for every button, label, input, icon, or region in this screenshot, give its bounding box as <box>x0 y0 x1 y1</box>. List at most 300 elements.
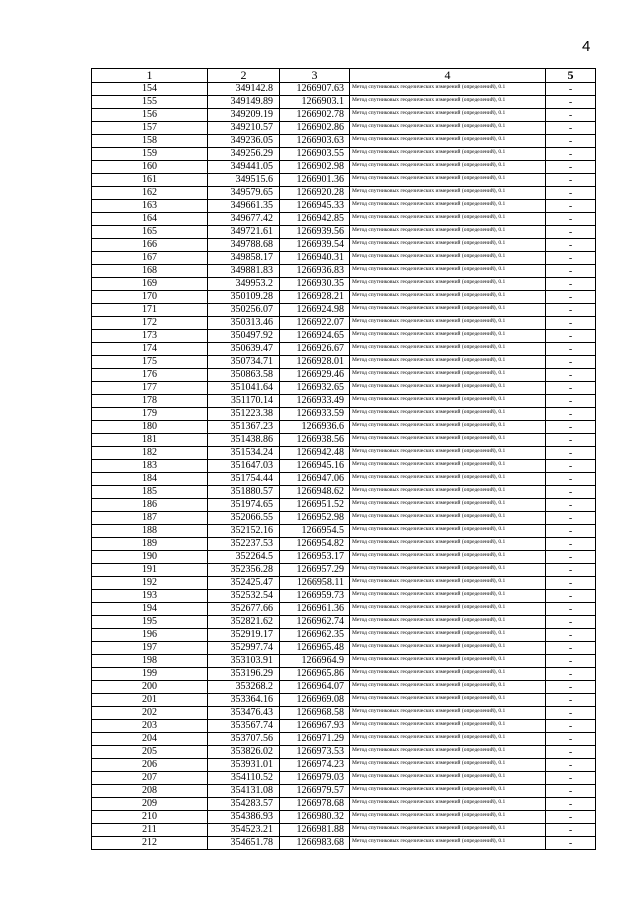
header-point-number: 1 <box>92 69 208 83</box>
table-row <box>92 421 596 434</box>
y-coordinate-cell: 1266936.6 <box>280 421 350 434</box>
x-coordinate-cell: 351223.38 <box>208 408 280 421</box>
method-cell: Метод спутниковых геодезических измерений (определений), 0.1 <box>350 109 546 122</box>
table-row <box>92 356 596 369</box>
x-coordinate-cell: 350734.71 <box>208 356 280 369</box>
point-number-cell: 162 <box>92 187 208 200</box>
method-cell: Метод спутниковых геодезических измерений (определений), 0.1 <box>350 707 546 720</box>
method-cell: Метод спутниковых геодезических измерений (определений), 0.1 <box>350 746 546 759</box>
precision-cell: - <box>546 525 596 538</box>
table-row <box>92 395 596 408</box>
x-coordinate-cell: 352237.53 <box>208 538 280 551</box>
precision-cell: - <box>546 174 596 187</box>
precision-cell: - <box>546 512 596 525</box>
x-coordinate-cell: 350639.47 <box>208 343 280 356</box>
y-coordinate-cell: 1266938.56 <box>280 434 350 447</box>
table-row <box>92 83 596 96</box>
x-coordinate-cell: 352066.55 <box>208 512 280 525</box>
method-cell: Метод спутниковых геодезических измерений (определений), 0.1 <box>350 434 546 447</box>
point-number-cell: 201 <box>92 694 208 707</box>
x-coordinate-cell: 353931.01 <box>208 759 280 772</box>
table-row <box>92 486 596 499</box>
y-coordinate-cell: 1266974.23 <box>280 759 350 772</box>
table-row <box>92 798 596 811</box>
x-coordinate-cell: 352356.28 <box>208 564 280 577</box>
point-number-cell: 173 <box>92 330 208 343</box>
point-number-cell: 166 <box>92 239 208 252</box>
y-coordinate-cell: 1266901.36 <box>280 174 350 187</box>
precision-cell: - <box>546 434 596 447</box>
point-number-cell: 210 <box>92 811 208 824</box>
y-coordinate-cell: 1266939.54 <box>280 239 350 252</box>
x-coordinate-cell: 349209.19 <box>208 109 280 122</box>
precision-cell: - <box>546 447 596 460</box>
point-number-cell: 164 <box>92 213 208 226</box>
x-coordinate-cell: 351880.57 <box>208 486 280 499</box>
method-cell: Метод спутниковых геодезических измерений (определений), 0.1 <box>350 733 546 746</box>
x-coordinate-cell: 350497.92 <box>208 330 280 343</box>
method-cell: Метод спутниковых геодезических измерений (определений), 0.1 <box>350 811 546 824</box>
x-coordinate-cell: 353196.29 <box>208 668 280 681</box>
point-number-cell: 187 <box>92 512 208 525</box>
method-cell: Метод спутниковых геодезических измерений (определений), 0.1 <box>350 785 546 798</box>
method-cell: Метод спутниковых геодезических измерений (определений), 0.1 <box>350 317 546 330</box>
y-coordinate-cell: 1266903.63 <box>280 135 350 148</box>
method-cell: Метод спутниковых геодезических измерений (определений), 0.1 <box>350 512 546 525</box>
x-coordinate-cell: 349149.89 <box>208 96 280 109</box>
point-number-cell: 179 <box>92 408 208 421</box>
method-cell: Метод спутниковых геодезических измерений (определений), 0.1 <box>350 577 546 590</box>
point-number-cell: 204 <box>92 733 208 746</box>
x-coordinate-cell: 353364.16 <box>208 694 280 707</box>
precision-cell: - <box>546 421 596 434</box>
x-coordinate-cell: 349256.29 <box>208 148 280 161</box>
table-row <box>92 213 596 226</box>
x-coordinate-cell: 349142.8 <box>208 83 280 96</box>
y-coordinate-cell: 1266967.93 <box>280 720 350 733</box>
method-cell: Метод спутниковых геодезических измерений (определений), 0.1 <box>350 720 546 733</box>
y-coordinate-cell: 1266902.78 <box>280 109 350 122</box>
method-cell: Метод спутниковых геодезических измерений (определений), 0.1 <box>350 837 546 850</box>
table-row <box>92 564 596 577</box>
y-coordinate-cell: 1266930.35 <box>280 278 350 291</box>
table-row <box>92 837 596 850</box>
x-coordinate-cell: 352152.16 <box>208 525 280 538</box>
table-row <box>92 603 596 616</box>
point-number-cell: 154 <box>92 83 208 96</box>
method-cell: Метод спутниковых геодезических измерений (определений), 0.1 <box>350 200 546 213</box>
method-cell: Метод спутниковых геодезических измерений (определений), 0.1 <box>350 174 546 187</box>
y-coordinate-cell: 1266954.5 <box>280 525 350 538</box>
precision-cell: - <box>546 330 596 343</box>
table-row <box>92 720 596 733</box>
precision-cell: - <box>546 226 596 239</box>
method-cell: Метод спутниковых геодезических измерений (определений), 0.1 <box>350 655 546 668</box>
point-number-cell: 159 <box>92 148 208 161</box>
x-coordinate-cell: 352919.17 <box>208 629 280 642</box>
precision-cell: - <box>546 759 596 772</box>
point-number-cell: 172 <box>92 317 208 330</box>
point-number-cell: 175 <box>92 356 208 369</box>
table-row <box>92 681 596 694</box>
precision-cell: - <box>546 109 596 122</box>
x-coordinate-cell: 354651.78 <box>208 837 280 850</box>
header-precision: 5 <box>546 69 596 83</box>
table-row <box>92 577 596 590</box>
method-cell: Метод спутниковых геодезических измерений (определений), 0.1 <box>350 408 546 421</box>
point-number-cell: 212 <box>92 837 208 850</box>
precision-cell: - <box>546 382 596 395</box>
table-body <box>92 83 596 850</box>
x-coordinate-cell: 353826.02 <box>208 746 280 759</box>
y-coordinate-cell: 1266964.9 <box>280 655 350 668</box>
point-number-cell: 186 <box>92 499 208 512</box>
x-coordinate-cell: 349210.57 <box>208 122 280 135</box>
x-coordinate-cell: 349788.68 <box>208 239 280 252</box>
y-coordinate-cell: 1266924.98 <box>280 304 350 317</box>
table-row <box>92 343 596 356</box>
x-coordinate-cell: 350256.07 <box>208 304 280 317</box>
table-row <box>92 499 596 512</box>
point-number-cell: 168 <box>92 265 208 278</box>
y-coordinate-cell: 1266968.58 <box>280 707 350 720</box>
point-number-cell: 180 <box>92 421 208 434</box>
point-number-cell: 188 <box>92 525 208 538</box>
precision-cell: - <box>546 408 596 421</box>
point-number-cell: 167 <box>92 252 208 265</box>
method-cell: Метод спутниковых геодезических измерений (определений), 0.1 <box>350 590 546 603</box>
precision-cell: - <box>546 343 596 356</box>
point-number-cell: 195 <box>92 616 208 629</box>
precision-cell: - <box>546 252 596 265</box>
method-cell: Метод спутниковых геодезических измерений (определений), 0.1 <box>350 161 546 174</box>
method-cell: Метод спутниковых геодезических измерений (определений), 0.1 <box>350 421 546 434</box>
y-coordinate-cell: 1266961.36 <box>280 603 350 616</box>
method-cell: Метод спутниковых геодезических измерений (определений), 0.1 <box>350 447 546 460</box>
method-cell: Метод спутниковых геодезических измерений (определений), 0.1 <box>350 291 546 304</box>
table-row <box>92 824 596 837</box>
point-number-cell: 177 <box>92 382 208 395</box>
y-coordinate-cell: 1266933.59 <box>280 408 350 421</box>
point-number-cell: 161 <box>92 174 208 187</box>
precision-cell: - <box>546 642 596 655</box>
precision-cell: - <box>546 577 596 590</box>
point-number-cell: 181 <box>92 434 208 447</box>
x-coordinate-cell: 352264.5 <box>208 551 280 564</box>
y-coordinate-cell: 1266951.52 <box>280 499 350 512</box>
precision-cell: - <box>546 668 596 681</box>
method-cell: Метод спутниковых геодезических измерений (определений), 0.1 <box>350 356 546 369</box>
point-number-cell: 158 <box>92 135 208 148</box>
point-number-cell: 185 <box>92 486 208 499</box>
table-row <box>92 252 596 265</box>
point-number-cell: 209 <box>92 798 208 811</box>
y-coordinate-cell: 1266903.1 <box>280 96 350 109</box>
precision-cell: - <box>546 161 596 174</box>
point-number-cell: 170 <box>92 291 208 304</box>
precision-cell: - <box>546 83 596 96</box>
method-cell: Метод спутниковых геодезических измерений (определений), 0.1 <box>350 668 546 681</box>
table-row <box>92 135 596 148</box>
point-number-cell: 192 <box>92 577 208 590</box>
point-number-cell: 203 <box>92 720 208 733</box>
table-row <box>92 369 596 382</box>
precision-cell: - <box>546 499 596 512</box>
precision-cell: - <box>546 291 596 304</box>
x-coordinate-cell: 349721.61 <box>208 226 280 239</box>
point-number-cell: 171 <box>92 304 208 317</box>
x-coordinate-cell: 351974.65 <box>208 499 280 512</box>
table-row <box>92 525 596 538</box>
precision-cell: - <box>546 616 596 629</box>
table-row <box>92 772 596 785</box>
y-coordinate-cell: 1266971.29 <box>280 733 350 746</box>
y-coordinate-cell: 1266942.48 <box>280 447 350 460</box>
method-cell: Метод спутниковых геодезических измерений (определений), 0.1 <box>350 629 546 642</box>
y-coordinate-cell: 1266953.17 <box>280 551 350 564</box>
y-coordinate-cell: 1266958.11 <box>280 577 350 590</box>
precision-cell: - <box>546 122 596 135</box>
method-cell: Метод спутниковых геодезических измерений (определений), 0.1 <box>350 824 546 837</box>
point-number-cell: 198 <box>92 655 208 668</box>
x-coordinate-cell: 351170.14 <box>208 395 280 408</box>
precision-cell: - <box>546 590 596 603</box>
precision-cell: - <box>546 265 596 278</box>
precision-cell: - <box>546 460 596 473</box>
y-coordinate-cell: 1266965.86 <box>280 668 350 681</box>
point-number-cell: 190 <box>92 551 208 564</box>
y-coordinate-cell: 1266945.33 <box>280 200 350 213</box>
y-coordinate-cell: 1266954.82 <box>280 538 350 551</box>
point-number-cell: 208 <box>92 785 208 798</box>
x-coordinate-cell: 351647.03 <box>208 460 280 473</box>
x-coordinate-cell: 349881.83 <box>208 265 280 278</box>
x-coordinate-cell: 354523.21 <box>208 824 280 837</box>
y-coordinate-cell: 1266952.98 <box>280 512 350 525</box>
method-cell: Метод спутниковых геодезических измерений (определений), 0.1 <box>350 642 546 655</box>
table-row <box>92 616 596 629</box>
table-row <box>92 759 596 772</box>
table-row <box>92 538 596 551</box>
y-coordinate-cell: 1266969.08 <box>280 694 350 707</box>
y-coordinate-cell: 1266907.63 <box>280 83 350 96</box>
y-coordinate-cell: 1266978.68 <box>280 798 350 811</box>
precision-cell: - <box>546 824 596 837</box>
precision-cell: - <box>546 551 596 564</box>
table-row <box>92 694 596 707</box>
method-cell: Метод спутниковых геодезических измерений (определений), 0.1 <box>350 278 546 291</box>
point-number-cell: 174 <box>92 343 208 356</box>
precision-cell: - <box>546 837 596 850</box>
y-coordinate-cell: 1266903.55 <box>280 148 350 161</box>
point-number-cell: 157 <box>92 122 208 135</box>
method-cell: Метод спутниковых геодезических измерений (определений), 0.1 <box>350 616 546 629</box>
method-cell: Метод спутниковых геодезических измерений (определений), 0.1 <box>350 603 546 616</box>
point-number-cell: 163 <box>92 200 208 213</box>
y-coordinate-cell: 1266940.31 <box>280 252 350 265</box>
precision-cell: - <box>546 304 596 317</box>
method-cell: Метод спутниковых геодезических измерений (определений), 0.1 <box>350 213 546 226</box>
x-coordinate-cell: 353103.91 <box>208 655 280 668</box>
x-coordinate-cell: 349858.17 <box>208 252 280 265</box>
y-coordinate-cell: 1266965.48 <box>280 642 350 655</box>
x-coordinate-cell: 351438.86 <box>208 434 280 447</box>
x-coordinate-cell: 349236.05 <box>208 135 280 148</box>
table-row <box>92 239 596 252</box>
y-coordinate-cell: 1266932.65 <box>280 382 350 395</box>
x-coordinate-cell: 349579.65 <box>208 187 280 200</box>
precision-cell: - <box>546 473 596 486</box>
method-cell: Метод спутниковых геодезических измерений (определений), 0.1 <box>350 395 546 408</box>
table-row <box>92 122 596 135</box>
y-coordinate-cell: 1266902.98 <box>280 161 350 174</box>
x-coordinate-cell: 353476.43 <box>208 707 280 720</box>
table-row <box>92 707 596 720</box>
x-coordinate-cell: 352821.62 <box>208 616 280 629</box>
table-row <box>92 330 596 343</box>
x-coordinate-cell: 352677.66 <box>208 603 280 616</box>
method-cell: Метод спутниковых геодезических измерений (определений), 0.1 <box>350 252 546 265</box>
table-row <box>92 161 596 174</box>
table-row <box>92 629 596 642</box>
y-coordinate-cell: 1266936.83 <box>280 265 350 278</box>
point-number-cell: 193 <box>92 590 208 603</box>
x-coordinate-cell: 351367.23 <box>208 421 280 434</box>
y-coordinate-cell: 1266933.49 <box>280 395 350 408</box>
method-cell: Метод спутниковых геодезических измерений (определений), 0.1 <box>350 265 546 278</box>
y-coordinate-cell: 1266928.01 <box>280 356 350 369</box>
table-row <box>92 265 596 278</box>
point-number-cell: 211 <box>92 824 208 837</box>
x-coordinate-cell: 350109.28 <box>208 291 280 304</box>
precision-cell: - <box>546 629 596 642</box>
y-coordinate-cell: 1266964.07 <box>280 681 350 694</box>
table-row <box>92 551 596 564</box>
table-row <box>92 278 596 291</box>
x-coordinate-cell: 350313.46 <box>208 317 280 330</box>
precision-cell: - <box>546 135 596 148</box>
table-row <box>92 473 596 486</box>
y-coordinate-cell: 1266928.21 <box>280 291 350 304</box>
x-coordinate-cell: 349515.6 <box>208 174 280 187</box>
y-coordinate-cell: 1266962.74 <box>280 616 350 629</box>
table-row <box>92 460 596 473</box>
y-coordinate-cell: 1266947.06 <box>280 473 350 486</box>
x-coordinate-cell: 354283.57 <box>208 798 280 811</box>
precision-cell: - <box>546 733 596 746</box>
point-number-cell: 207 <box>92 772 208 785</box>
method-cell: Метод спутниковых геодезических измерений (определений), 0.1 <box>350 239 546 252</box>
y-coordinate-cell: 1266959.73 <box>280 590 350 603</box>
precision-cell: - <box>546 213 596 226</box>
table-row <box>92 642 596 655</box>
method-cell: Метод спутниковых геодезических измерений (определений), 0.1 <box>350 694 546 707</box>
point-number-cell: 191 <box>92 564 208 577</box>
table-row <box>92 655 596 668</box>
precision-cell: - <box>546 811 596 824</box>
point-number-cell: 156 <box>92 109 208 122</box>
y-coordinate-cell: 1266979.57 <box>280 785 350 798</box>
method-cell: Метод спутниковых геодезических измерений (определений), 0.1 <box>350 551 546 564</box>
precision-cell: - <box>546 681 596 694</box>
y-coordinate-cell: 1266979.03 <box>280 772 350 785</box>
point-number-cell: 199 <box>92 668 208 681</box>
method-cell: Метод спутниковых геодезических измерений (определений), 0.1 <box>350 564 546 577</box>
table-row <box>92 304 596 317</box>
precision-cell: - <box>546 96 596 109</box>
x-coordinate-cell: 350863.58 <box>208 369 280 382</box>
coordinates-table <box>91 68 596 850</box>
table-row <box>92 317 596 330</box>
method-cell: Метод спутниковых геодезических измерений (определений), 0.1 <box>350 330 546 343</box>
point-number-cell: 178 <box>92 395 208 408</box>
x-coordinate-cell: 354110.52 <box>208 772 280 785</box>
point-number-cell: 197 <box>92 642 208 655</box>
method-cell: Метод спутниковых геодезических измерений (определений), 0.1 <box>350 759 546 772</box>
x-coordinate-cell: 353567.74 <box>208 720 280 733</box>
x-coordinate-cell: 349661.35 <box>208 200 280 213</box>
table-row <box>92 447 596 460</box>
method-cell: Метод спутниковых геодезических измерений (определений), 0.1 <box>350 187 546 200</box>
table-row <box>92 382 596 395</box>
point-number-cell: 200 <box>92 681 208 694</box>
method-cell: Метод спутниковых геодезических измерений (определений), 0.1 <box>350 226 546 239</box>
point-number-cell: 169 <box>92 278 208 291</box>
point-number-cell: 194 <box>92 603 208 616</box>
point-number-cell: 206 <box>92 759 208 772</box>
method-cell: Метод спутниковых геодезических измерений (определений), 0.1 <box>350 772 546 785</box>
precision-cell: - <box>546 187 596 200</box>
y-coordinate-cell: 1266922.07 <box>280 317 350 330</box>
table-row <box>92 785 596 798</box>
precision-cell: - <box>546 356 596 369</box>
table-row <box>92 148 596 161</box>
point-number-cell: 155 <box>92 96 208 109</box>
method-cell: Метод спутниковых геодезических измерений (определений), 0.1 <box>350 96 546 109</box>
header-method: 4 <box>350 69 546 83</box>
precision-cell: - <box>546 785 596 798</box>
method-cell: Метод спутниковых геодезических измерений (определений), 0.1 <box>350 473 546 486</box>
precision-cell: - <box>546 746 596 759</box>
x-coordinate-cell: 352425.47 <box>208 577 280 590</box>
x-coordinate-cell: 349677.42 <box>208 213 280 226</box>
method-cell: Метод спутниковых геодезических измерений (определений), 0.1 <box>350 343 546 356</box>
precision-cell: - <box>546 369 596 382</box>
point-number-cell: 183 <box>92 460 208 473</box>
point-number-cell: 165 <box>92 226 208 239</box>
precision-cell: - <box>546 200 596 213</box>
precision-cell: - <box>546 538 596 551</box>
precision-cell: - <box>546 239 596 252</box>
method-cell: Метод спутниковых геодезических измерений (определений), 0.1 <box>350 486 546 499</box>
table-row <box>92 291 596 304</box>
x-coordinate-cell: 352532.54 <box>208 590 280 603</box>
x-coordinate-cell: 351534.24 <box>208 447 280 460</box>
y-coordinate-cell: 1266939.56 <box>280 226 350 239</box>
table-row <box>92 746 596 759</box>
y-coordinate-cell: 1266980.32 <box>280 811 350 824</box>
method-cell: Метод спутниковых геодезических измерений (определений), 0.1 <box>350 382 546 395</box>
method-cell: Метод спутниковых геодезических измерений (определений), 0.1 <box>350 122 546 135</box>
table-row <box>92 109 596 122</box>
method-cell: Метод спутниковых геодезических измерений (определений), 0.1 <box>350 304 546 317</box>
precision-cell: - <box>546 486 596 499</box>
method-cell: Метод спутниковых геодезических измерений (определений), 0.1 <box>350 798 546 811</box>
x-coordinate-cell: 354386.93 <box>208 811 280 824</box>
header-x: 2 <box>208 69 280 83</box>
point-number-cell: 202 <box>92 707 208 720</box>
y-coordinate-cell: 1266962.35 <box>280 629 350 642</box>
